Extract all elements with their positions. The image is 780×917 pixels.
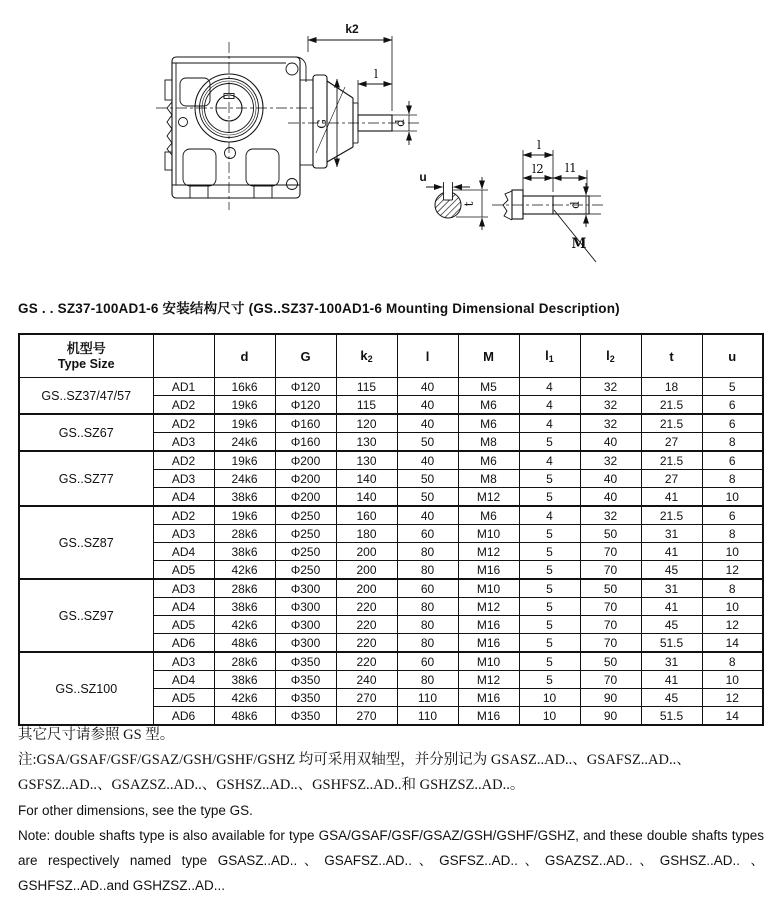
cell-d: 42k6 [214, 689, 275, 707]
table-row [19, 378, 763, 396]
cell-ad: AD3 [153, 652, 214, 671]
type-size-cell: GS..SZ97 [19, 579, 153, 652]
cell-k2: 240 [336, 671, 397, 689]
cell-t: 41 [641, 598, 702, 616]
dim-label-l1: l1 [565, 161, 577, 175]
cell-u: 8 [702, 470, 763, 488]
cell-l: 80 [397, 561, 458, 580]
cell-d: 19k6 [214, 396, 275, 415]
cell-l1: 4 [519, 396, 580, 415]
cell-ad: AD4 [153, 543, 214, 561]
cell-G: Φ300 [275, 598, 336, 616]
dim-label-l-shaft: l [537, 138, 541, 152]
cell-l2: 70 [580, 634, 641, 653]
dim-label-l-main: l [374, 67, 378, 81]
col-header-M: M [458, 334, 519, 378]
type-size-cell: GS..SZ67 [19, 414, 153, 451]
cell-ad: AD4 [153, 598, 214, 616]
cell-t: 45 [641, 616, 702, 634]
type-size-cell: GS..SZ77 [19, 451, 153, 506]
cell-G: Φ250 [275, 506, 336, 525]
dim-label-t: t [462, 201, 476, 207]
cell-G: Φ160 [275, 414, 336, 433]
cell-l: 40 [397, 451, 458, 470]
cell-u: 8 [702, 579, 763, 598]
dim-label-k2: k2 [345, 22, 359, 36]
cell-ad: AD5 [153, 616, 214, 634]
cell-M: M12 [458, 671, 519, 689]
cell-l: 110 [397, 689, 458, 707]
cell-d: 48k6 [214, 634, 275, 653]
gearbox-front-view [156, 42, 420, 210]
cell-l2: 40 [580, 433, 641, 452]
cell-M: M12 [458, 488, 519, 507]
cell-k2: 120 [336, 414, 397, 433]
col-header-d: d [214, 334, 275, 378]
cell-u: 10 [702, 598, 763, 616]
cell-M: M16 [458, 689, 519, 707]
table-row [19, 451, 763, 470]
cell-d: 38k6 [214, 543, 275, 561]
cell-t: 21.5 [641, 396, 702, 415]
cell-ad: AD2 [153, 396, 214, 415]
cell-u: 6 [702, 414, 763, 433]
cell-l1: 5 [519, 561, 580, 580]
type-size-label-en: Type Size [57, 356, 115, 371]
cell-M: M16 [458, 634, 519, 653]
cell-l1: 4 [519, 378, 580, 396]
cell-t: 21.5 [641, 451, 702, 470]
col-header-variant [153, 334, 214, 378]
table-row [19, 506, 763, 525]
col-header-k2: $k_2$ [336, 334, 397, 378]
front-view-dimensions [308, 22, 417, 167]
cell-ad: AD3 [153, 579, 214, 598]
cell-u: 6 [702, 396, 763, 415]
cell-ad: AD2 [153, 414, 214, 433]
cell-t: 27 [641, 470, 702, 488]
cell-l2: 32 [580, 506, 641, 525]
cell-u: 14 [702, 707, 763, 726]
cell-l: 40 [397, 378, 458, 396]
cell-l2: 90 [580, 689, 641, 707]
cell-u: 12 [702, 616, 763, 634]
cell-l1: 5 [519, 579, 580, 598]
cell-M: M6 [458, 396, 519, 415]
cell-l1: 5 [519, 634, 580, 653]
cell-G: Φ350 [275, 707, 336, 726]
cell-l2: 50 [580, 579, 641, 598]
cell-k2: 270 [336, 707, 397, 726]
cell-M: M10 [458, 579, 519, 598]
cell-d: 42k6 [214, 616, 275, 634]
cell-d: 38k6 [214, 488, 275, 507]
cell-k2: 220 [336, 652, 397, 671]
cell-ad: AD1 [153, 378, 214, 396]
cell-l2: 40 [580, 470, 641, 488]
cell-k2: 140 [336, 488, 397, 507]
cell-l: 80 [397, 598, 458, 616]
col-header-type-size [19, 334, 153, 378]
cell-k2: 220 [336, 634, 397, 653]
cell-k2: 270 [336, 689, 397, 707]
cell-d: 19k6 [214, 414, 275, 433]
cell-l1: 10 [519, 707, 580, 726]
type-size-cell: GS..SZ87 [19, 506, 153, 579]
dim-label-l2: l2 [532, 162, 544, 176]
cell-l2: 32 [580, 451, 641, 470]
cell-k2: 220 [336, 598, 397, 616]
cell-u: 10 [702, 488, 763, 507]
cell-ad: AD4 [153, 671, 214, 689]
dim-label-d-main: d [393, 119, 407, 127]
cell-l: 60 [397, 579, 458, 598]
cell-G: Φ120 [275, 378, 336, 396]
cell-t: 41 [641, 671, 702, 689]
cell-t: 21.5 [641, 506, 702, 525]
page-title: GS . . SZ37-100AD1-6 安装结构尺寸 (GS..SZ37-100AD1-6 Mounting Dimensional Description) [18, 301, 620, 316]
col-header-G: G [275, 334, 336, 378]
cell-l2: 32 [580, 378, 641, 396]
cell-l1: 5 [519, 433, 580, 452]
cell-t: 45 [641, 689, 702, 707]
cell-G: Φ200 [275, 470, 336, 488]
cell-l1: 5 [519, 652, 580, 671]
cell-ad: AD2 [153, 451, 214, 470]
cell-l1: 4 [519, 451, 580, 470]
cell-t: 51.5 [641, 634, 702, 653]
cell-l1: 4 [519, 506, 580, 525]
cell-d: 48k6 [214, 707, 275, 726]
type-size-label-cn: 机型号 [66, 340, 106, 356]
cell-l: 40 [397, 396, 458, 415]
cell-l2: 70 [580, 598, 641, 616]
type-size-cell: GS..SZ100 [19, 652, 153, 725]
cell-k2: 200 [336, 579, 397, 598]
cell-ad: AD5 [153, 561, 214, 580]
cell-u: 6 [702, 506, 763, 525]
col-header-u: u [702, 334, 763, 378]
note-en-double-shaft: Note: double shafts type is also available for type GSA/GSAF/GSF/GSAZ/GSH/GSHF/GSHZ, and these double shafts types are respectively named type GSASZ..AD..、GSAFSZ..AD..、GSFSZ..AD..、GSAZSZ..AD..、GSHSZ..AD.. 、GSHFSZ..AD..and GSHZSZ..AD... [18, 828, 764, 893]
cell-G: Φ250 [275, 543, 336, 561]
cell-M: M6 [458, 451, 519, 470]
cell-G: Φ300 [275, 616, 336, 634]
cell-l1: 5 [519, 470, 580, 488]
table-row [19, 652, 763, 671]
cell-d: 28k6 [214, 652, 275, 671]
mounting-dimensions-table [18, 333, 764, 726]
cell-l1: 5 [519, 671, 580, 689]
cell-G: Φ350 [275, 671, 336, 689]
cell-u: 5 [702, 378, 763, 396]
cell-M: M12 [458, 598, 519, 616]
cell-l1: 5 [519, 598, 580, 616]
cell-d: 28k6 [214, 579, 275, 598]
cell-d: 24k6 [214, 433, 275, 452]
cell-t: 45 [641, 561, 702, 580]
cell-k2: 130 [336, 433, 397, 452]
cell-G: Φ250 [275, 561, 336, 580]
cell-l1: 5 [519, 488, 580, 507]
cell-d: 24k6 [214, 470, 275, 488]
cell-d: 28k6 [214, 525, 275, 543]
cell-ad: AD5 [153, 689, 214, 707]
cell-l: 80 [397, 543, 458, 561]
cell-d: 19k6 [214, 451, 275, 470]
footer-notes [18, 723, 764, 898]
cell-k2: 130 [336, 451, 397, 470]
cell-l1: 4 [519, 414, 580, 433]
cell-k2: 160 [336, 506, 397, 525]
cell-u: 8 [702, 652, 763, 671]
cell-l: 80 [397, 634, 458, 653]
cell-k2: 200 [336, 561, 397, 580]
cell-l2: 50 [580, 652, 641, 671]
note-cn-double-shaft: 注:GSA/GSAF/GSF/GSAZ/GSH/GSHF/GSHZ 均可采用双轴型，并分别记为 GSASZ..AD..、GSAFSZ..AD..、GSFSZ..AD..、GSAZSZ..AD..、GSHSZ..AD..、GSHFSZ..AD..和 GSHZSZ..AD..。 [18, 752, 691, 793]
col-header-l2: $l_2$ [580, 334, 641, 378]
table-row [19, 414, 763, 433]
cell-l: 60 [397, 525, 458, 543]
cell-l2: 32 [580, 396, 641, 415]
cell-ad: AD2 [153, 506, 214, 525]
cell-l1: 5 [519, 616, 580, 634]
cell-l: 50 [397, 433, 458, 452]
cell-l1: 5 [519, 525, 580, 543]
note-cn-other-dimensions: 其它尺寸请参照 GS 型。 [18, 727, 175, 743]
cell-l2: 70 [580, 561, 641, 580]
cell-l2: 32 [580, 414, 641, 433]
dim-label-G: G [315, 119, 329, 129]
cell-l: 110 [397, 707, 458, 726]
cell-M: M16 [458, 616, 519, 634]
cell-ad: AD3 [153, 470, 214, 488]
cell-M: M12 [458, 543, 519, 561]
cell-G: Φ350 [275, 652, 336, 671]
shaft-end-detail [492, 138, 603, 262]
cell-l2: 40 [580, 488, 641, 507]
table-row [19, 579, 763, 598]
cell-t: 21.5 [641, 414, 702, 433]
shaft-section-detail [419, 170, 488, 230]
cell-k2: 220 [336, 616, 397, 634]
cell-l: 40 [397, 414, 458, 433]
dim-label-d-shaft: d [568, 201, 582, 209]
cell-M: M5 [458, 378, 519, 396]
cell-u: 10 [702, 671, 763, 689]
cell-ad: AD6 [153, 634, 214, 653]
note-en-other-dimensions: For other dimensions, see the type GS. [18, 803, 253, 818]
cell-d: 42k6 [214, 561, 275, 580]
cell-l: 40 [397, 506, 458, 525]
cell-M: M10 [458, 652, 519, 671]
cell-M: M16 [458, 561, 519, 580]
cell-k2: 180 [336, 525, 397, 543]
cell-k2: 140 [336, 470, 397, 488]
cell-l: 50 [397, 470, 458, 488]
cell-G: Φ250 [275, 525, 336, 543]
cell-l2: 70 [580, 671, 641, 689]
cell-M: M8 [458, 470, 519, 488]
cell-l: 80 [397, 671, 458, 689]
cell-k2: 115 [336, 378, 397, 396]
cell-l2: 70 [580, 543, 641, 561]
cell-t: 31 [641, 525, 702, 543]
cell-u: 10 [702, 543, 763, 561]
cell-M: M6 [458, 506, 519, 525]
cell-G: Φ350 [275, 689, 336, 707]
cell-l1: 5 [519, 543, 580, 561]
cell-t: 41 [641, 543, 702, 561]
cell-d: 19k6 [214, 506, 275, 525]
cell-G: Φ160 [275, 433, 336, 452]
cell-t: 51.5 [641, 707, 702, 726]
cell-u: 12 [702, 689, 763, 707]
cell-d: 38k6 [214, 598, 275, 616]
cell-G: Φ300 [275, 634, 336, 653]
cell-M: M6 [458, 414, 519, 433]
cell-M: M16 [458, 707, 519, 726]
cell-l: 50 [397, 488, 458, 507]
type-size-cell: GS..SZ37/47/57 [19, 378, 153, 415]
cell-k2: 115 [336, 396, 397, 415]
col-header-t: t [641, 334, 702, 378]
dim-label-M: M [571, 236, 587, 252]
dim-label-u: u [419, 170, 427, 184]
cell-G: Φ200 [275, 488, 336, 507]
cell-t: 31 [641, 579, 702, 598]
cell-u: 8 [702, 433, 763, 452]
cell-ad: AD4 [153, 488, 214, 507]
cell-d: 38k6 [214, 671, 275, 689]
technical-drawing [0, 0, 780, 292]
cell-G: Φ200 [275, 451, 336, 470]
cell-u: 6 [702, 451, 763, 470]
table-header-row [19, 334, 763, 378]
cell-ad: AD3 [153, 433, 214, 452]
cell-t: 18 [641, 378, 702, 396]
cell-t: 27 [641, 433, 702, 452]
cell-l2: 90 [580, 707, 641, 726]
cell-l: 60 [397, 652, 458, 671]
cell-k2: 200 [336, 543, 397, 561]
col-header-l: l [397, 334, 458, 378]
cell-l: 80 [397, 616, 458, 634]
cell-l2: 50 [580, 525, 641, 543]
cell-t: 41 [641, 488, 702, 507]
cell-d: 16k6 [214, 378, 275, 396]
cell-t: 31 [641, 652, 702, 671]
cell-M: M10 [458, 525, 519, 543]
cell-l1: 10 [519, 689, 580, 707]
cell-ad: AD6 [153, 707, 214, 726]
cell-l2: 70 [580, 616, 641, 634]
cell-G: Φ300 [275, 579, 336, 598]
cell-G: Φ120 [275, 396, 336, 415]
cell-ad: AD3 [153, 525, 214, 543]
cell-u: 14 [702, 634, 763, 653]
cell-u: 12 [702, 561, 763, 580]
cell-u: 8 [702, 525, 763, 543]
cell-M: M8 [458, 433, 519, 452]
col-header-l1: $l_1$ [519, 334, 580, 378]
